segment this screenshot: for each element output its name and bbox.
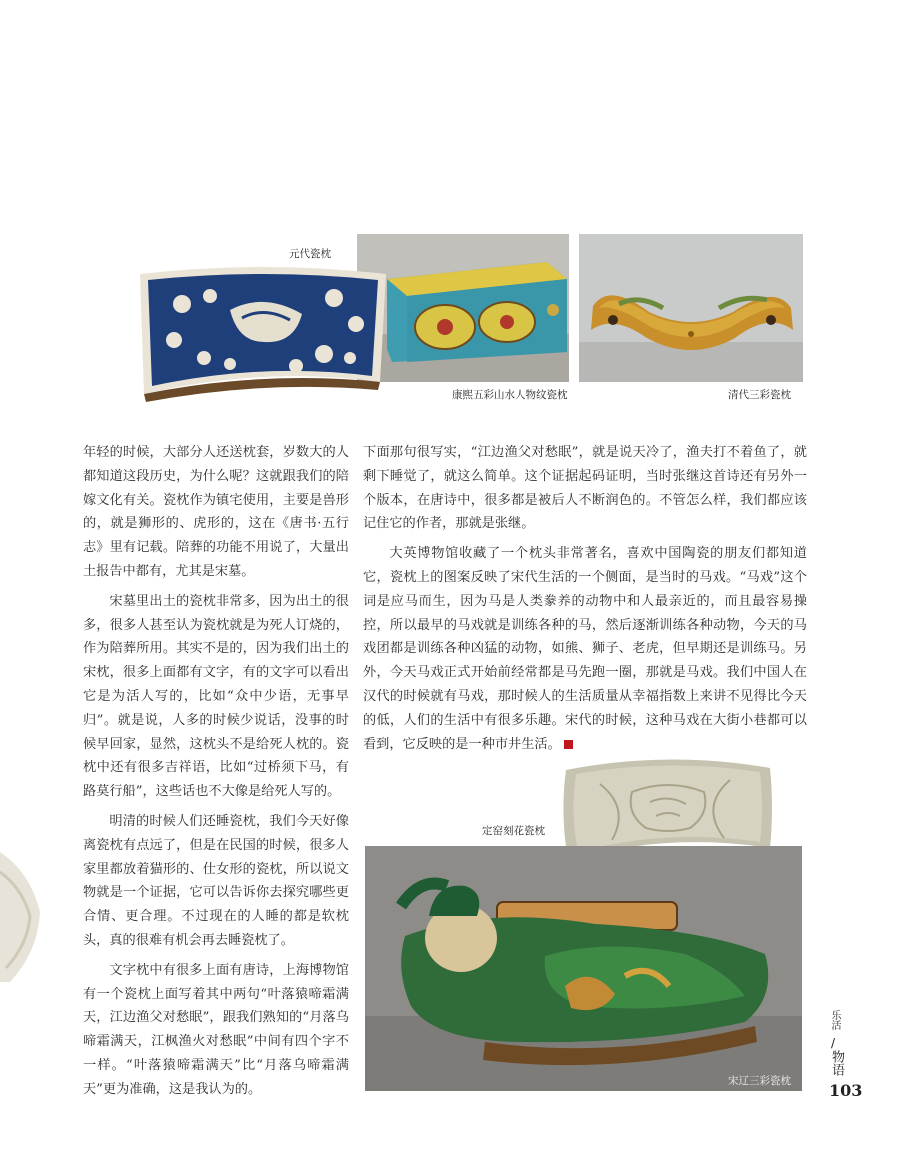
paragraph: 下面那句很写实，“江边渔父对愁眠”，就是说天冷了，渔夫打不着鱼了，就剩下睡觉了，就这么简单。这个证据起码证明，当时张继这首诗还有另外一个版本，在唐诗中，很多都是被后人不断润色的。不管怎么样，我们都应该记住它的作者，那就是张继。: [363, 445, 807, 532]
paragraph: 年轻的时候，大部分人还送枕套，岁数大的人都知道这段历史，为什么呢？这就跟我们的陪嫁文化有关。瓷枕作为镇宅使用，主要是兽形的，就是狮形的、虎形的，这在《唐书·五行志》里有记载。陪葬的功能不用说了，大量出土报告中都有，尤其是宋墓。: [83, 445, 349, 579]
section-label-bottom: 物语: [829, 1050, 844, 1076]
paragraph: 文字枕中有很多上面有唐诗，上海博物馆有一个瓷枕上面写着其中两句“叶落猿啼霜满天，江边渔父对愁眠”，跟我们熟知的“月落乌啼霜满天，江枫渔火对愁眠”中间有四个字不一样。“叶落猿啼霜满天”比“月落乌啼霜满天”更为准确，这是我认为的。: [83, 962, 349, 1097]
end-of-article-mark: [564, 740, 573, 749]
photo-yuan-pillow: [134, 262, 392, 404]
caption-song-liao-pillow: 宋辽三彩瓷枕: [728, 1075, 791, 1087]
caption-qing-pillow: 清代三彩瓷枕: [728, 389, 791, 401]
article-right-column: [363, 441, 807, 762]
page-number: 103: [829, 1081, 863, 1100]
paragraph: 宋墓里出土的瓷枕非常多，因为出土的很多，很多人甚至认为瓷枕就是为死人订烧的，作为陪葬所用。其实不是的，因为我们出土的宋枕，很多上面都有文字，有的文字可以看出它是为活人写的，比如“众中少语，无事早归”。就是说，人多的时候少说话，没事的时候早回家，显然，这枕头不是给死人枕的。瓷枕中还有很多吉祥语，比如“过桥须下马，有路莫行船”，这些话也不大像是给死人写的。: [83, 593, 349, 800]
photo-song-liao-pillow: [365, 846, 802, 1091]
caption-ding-pillow: 定窑刻花瓷枕: [482, 825, 545, 837]
photo-white-figure-edge: [0, 852, 42, 982]
section-label: [829, 1010, 849, 1080]
article-left-column: [83, 441, 349, 1108]
photo-qing-pillow: [579, 234, 803, 382]
paragraph: [363, 542, 807, 756]
paragraph: 明清的时候人们还睡瓷枕，我们今天好像离瓷枕有点远了，但是在民国的时候，很多人家里都放着猫形的、仕女形的瓷枕，所以说文物就是一个证据，它可以告诉你去探究哪些更合情、更合理。不过现在的人睡的都是软枕头，真的很难有机会再去睡瓷枕了。: [83, 813, 349, 948]
caption-yuan-pillow: 元代瓷枕: [289, 248, 331, 260]
section-label-top: 乐活: [829, 1010, 840, 1030]
section-label-slash: /: [831, 1036, 836, 1050]
paragraph-text: 大英博物馆收藏了一个枕头非常著名，喜欢中国陶瓷的朋友们都知道它，瓷枕上的图案反映了宋代生活的一个侧面，是当时的马戏。“马戏”这个词是应马而生，因为马是人类豢养的动物中和人最亲近的，而且最容易操控，所以最早的马戏就是训练各种的马，然后逐渐训练各种动物，今天的马戏团都是训练各种凶猛的动物，如熊、狮子、老虎，但早期还是训练马。另外，今天马戏正式开始前经常都是马先跑一圈，那就是马戏。我们中国人在汉代的时候就有马戏，那时候人的生活质量从幸福指数上来讲不见得比今天的低，人们的生活中有很多乐趣。宋代的时候，这种马戏在大街小巷都可以看到，它反映的是一种市井生活。: [363, 546, 807, 752]
caption-kangxi-pillow: 康熙五彩山水人物纹瓷枕: [452, 389, 568, 401]
